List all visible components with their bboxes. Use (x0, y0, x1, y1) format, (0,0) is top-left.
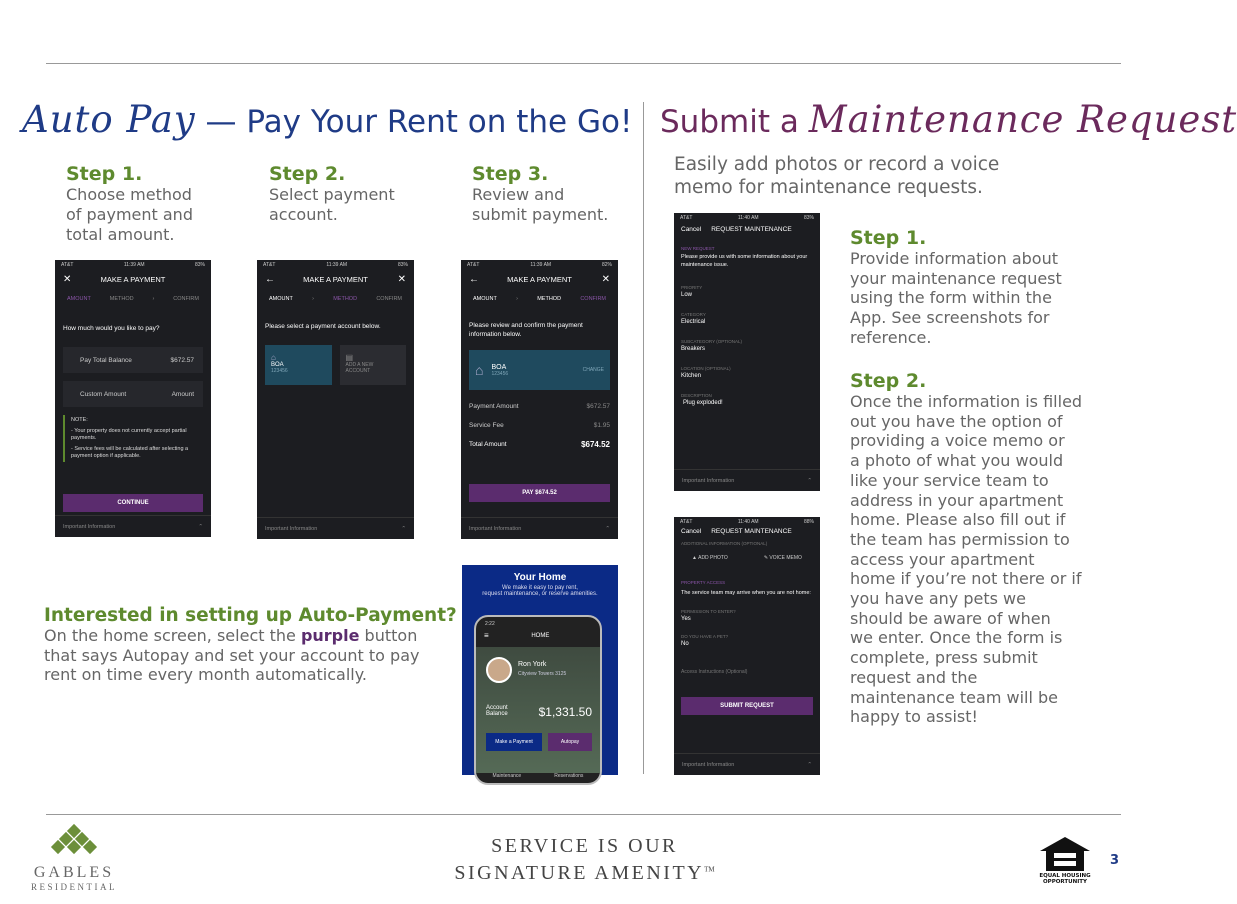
phone-screenshot-request-extra (674, 517, 820, 775)
row-value: $1.95 (593, 422, 610, 429)
footer-label[interactable]: Important Information (682, 477, 735, 484)
battery: 88% (803, 519, 814, 525)
chevron-right-icon: › (516, 296, 518, 302)
time: 11:40 AM (737, 215, 759, 221)
phone-screenshot-request-form (674, 213, 820, 491)
phone-screenshot-confirm (461, 260, 618, 539)
time: 11:39 AM (123, 262, 145, 268)
prompt: Please provide us with some information about your maintenance issue. (681, 254, 808, 268)
screen-title: REQUEST MAINTENANCE (711, 528, 792, 535)
balance-label-line: Balance (486, 711, 508, 717)
autopay-heading (22, 98, 632, 141)
add-photo-label: ADD PHOTO (698, 555, 728, 561)
step-text-line: reference. (850, 327, 932, 347)
account-number: 123456 (491, 370, 509, 377)
field-value[interactable]: Plug exploded! (683, 400, 723, 406)
question: Please select a payment account below. (265, 323, 381, 330)
eho-line: EQUAL HOUSING (1039, 873, 1091, 879)
balance-label (486, 705, 508, 717)
section-label: PROPERTY ACCESS (681, 580, 726, 585)
chevron-right-icon: › (152, 296, 155, 302)
step-text-line: complete, press submit (850, 648, 1038, 668)
row-label: Total Amount (469, 441, 507, 448)
chevron-up-icon[interactable]: ⌃ (605, 525, 610, 532)
battery: 83% (397, 262, 408, 268)
selected-account (469, 350, 610, 390)
add-line: ADD A NEW (345, 362, 374, 368)
account-card-boa[interactable] (265, 345, 332, 385)
row-label: Payment Amount (469, 403, 519, 410)
payment-row (461, 397, 618, 416)
carrier: AT&T (263, 262, 276, 268)
field-value[interactable]: No (681, 641, 689, 647)
microphone-icon: ✎ (763, 555, 769, 561)
tagline-line-1: SERVICE IS OUR (491, 835, 678, 857)
screen-title: MAKE A PAYMENT (303, 275, 368, 284)
tab-method[interactable]: METHOD (537, 296, 562, 302)
footer-label[interactable]: Important Information (469, 525, 522, 532)
screen-title: MAKE A PAYMENT (507, 275, 572, 284)
screen-title: MAKE A PAYMENT (100, 275, 166, 284)
row-value: $672.57 (586, 403, 610, 410)
instructions-input[interactable]: Access Instructions (Optional) (681, 669, 748, 675)
promo-subtitle: request maintenance, or reserve amenities. (482, 591, 598, 597)
reservations-tab[interactable]: Reservations (554, 773, 584, 779)
step-text-line: account. (269, 205, 338, 224)
maintenance-tab[interactable]: Maintenance (492, 773, 522, 779)
time: 11:39 AM (326, 262, 348, 268)
carrier: AT&T (680, 215, 693, 221)
step-text-line: happy to assist! (850, 707, 978, 727)
option-value: $672.57 (170, 356, 194, 364)
step-text-line: App. See screenshots for (850, 308, 1050, 328)
tab-amount[interactable]: AMOUNT (473, 296, 497, 302)
nav-title: HOME (531, 632, 550, 639)
menu-icon[interactable]: ≡ (484, 631, 489, 640)
carrier: AT&T (467, 262, 480, 268)
step-text-line: access your apartment (850, 549, 1035, 569)
add-account-icon: ▤ (345, 353, 354, 362)
close-icon[interactable]: ✕ (397, 274, 406, 285)
row-value: $674.52 (581, 440, 610, 449)
maintenance-heading-script: Maintenance Request (808, 98, 1237, 141)
question: Please review and confirm the payment information below. (469, 322, 583, 338)
add-photo-button[interactable] (692, 555, 728, 561)
section-label: NEW REQUEST (681, 246, 715, 251)
voice-memo-button[interactable] (764, 555, 802, 561)
intro-line: memo for maintenance requests. (674, 177, 983, 198)
autopay-button[interactable]: Autopay (548, 733, 592, 751)
step-text-line: of payment and (66, 205, 193, 224)
step-title: Step 1. (66, 163, 143, 185)
field-value[interactable]: Low (681, 292, 693, 298)
tab-amount[interactable]: AMOUNT (67, 296, 91, 302)
step-title: Step 2. (269, 163, 346, 185)
text-run: On the home screen, select the (44, 626, 301, 645)
row-label: Service Fee (469, 422, 504, 429)
resident-address: Cityview Towers 3125 (518, 671, 567, 677)
home-card (476, 647, 600, 773)
field-label: DESCRIPTION (681, 393, 712, 398)
field-label: PERMISSION TO ENTER? (681, 609, 736, 614)
field-value[interactable]: Breakers (681, 346, 706, 352)
option-custom-amount[interactable] (63, 381, 203, 407)
logo-subtext: RESIDENTIAL (31, 882, 117, 892)
autopay-title: Interested in setting up Auto-Payment? (44, 605, 457, 626)
tab-confirm[interactable]: CONFIRM (173, 296, 199, 302)
account-name: BOA (491, 363, 507, 371)
step-text-line: a photo of what you would (850, 451, 1064, 471)
step-text-line: Once the information is filled (850, 392, 1083, 411)
step-text-line: using the form within the (850, 288, 1052, 308)
step-text-line: maintenance team will be (850, 687, 1059, 707)
field-label: DO YOU HAVE A PET? (681, 634, 729, 639)
pay-button[interactable]: PAY $674.52 (469, 484, 610, 502)
field-label: LOCATION (OPTIONAL) (681, 366, 731, 371)
autopay-step-1 (66, 163, 193, 245)
equal-housing-icon (1038, 835, 1092, 873)
tagline-line-2 (0, 862, 1169, 885)
step-text-line: your maintenance request (850, 268, 1062, 288)
section-label: ADDITIONAL INFORMATION (OPTIONAL) (681, 541, 768, 546)
step-text-line: Provide information about (850, 249, 1058, 268)
tab-amount[interactable]: AMOUNT (269, 296, 293, 302)
time: 11:39 AM (530, 262, 552, 268)
chevron-right-icon: › (312, 296, 314, 302)
continue-button[interactable]: CONTINUE (63, 494, 203, 512)
field-value[interactable]: Yes (681, 616, 691, 622)
battery: 83% (194, 262, 205, 268)
back-arrow-icon[interactable]: ← (469, 274, 479, 285)
avatar (486, 657, 512, 683)
maintenance-intro (674, 153, 999, 199)
autopay-heading-script: Auto Pay (22, 98, 196, 141)
eho-line: OPPORTUNITY (1042, 879, 1087, 885)
step-text-line: should be aware of when (850, 608, 1051, 628)
promo-title: Your Home (513, 572, 567, 583)
tab-confirm[interactable]: CONFIRM (376, 296, 402, 302)
battery: 82% (601, 262, 612, 268)
maintenance-step-2 (850, 370, 1082, 727)
step-text-line: we enter. Once the form is (850, 628, 1063, 648)
maintenance-step-1 (850, 227, 1062, 348)
field-value[interactable]: Electrical (681, 319, 706, 325)
step-title: Step 3. (472, 163, 549, 185)
time: 11:40 AM (737, 519, 759, 525)
chevron-up-icon[interactable]: ⌃ (807, 477, 812, 484)
option-value: Amount (171, 390, 194, 398)
footer-label[interactable]: Important Information (63, 523, 116, 530)
battery: 83% (803, 215, 814, 221)
step-text-line: the team has permission to (850, 529, 1070, 549)
tab-confirm[interactable]: CONFIRM (580, 296, 606, 302)
autopay-step-3 (472, 163, 608, 225)
photo-icon: ▲ (692, 555, 697, 561)
autopay-text-line: that says Autopay and set your account to pay (44, 645, 420, 665)
option-total-balance[interactable] (63, 347, 203, 373)
field-label: PRIORITY (681, 285, 703, 290)
text-run: button (359, 626, 418, 645)
time: 2:22 (485, 621, 495, 627)
field-label: SUBCATEGORY (OPTIONAL) (681, 339, 743, 344)
option-label: Custom Amount (80, 390, 127, 398)
option-label: Pay Total Balance (80, 356, 132, 364)
make-payment-button[interactable]: Make a Payment (486, 733, 542, 751)
step-text-line: home. Please also fill out if (850, 510, 1066, 530)
step-text-line: home if you’re not there or if (850, 569, 1082, 589)
cancel-link[interactable]: Cancel (681, 226, 702, 233)
phone-frame (474, 615, 602, 785)
step-text-line: address in your apartment (850, 490, 1064, 510)
screen-title: REQUEST MAINTENANCE (711, 226, 792, 233)
change-link[interactable]: CHANGE (582, 367, 604, 373)
maintenance-heading-plain: Submit a (660, 104, 799, 140)
field-value[interactable]: Kitchen (681, 373, 702, 379)
page-number: 3 (1110, 853, 1120, 868)
step-text-line: out you have the option of (850, 411, 1063, 431)
step-text-line: Review and (472, 185, 565, 204)
step-text-line: you have any pets we (850, 589, 1026, 609)
intro-line: Easily add photos or record a voice (674, 154, 1000, 175)
tab-method[interactable]: METHOD (109, 296, 134, 302)
promo-subtitle: We make it easy to pay rent, (502, 585, 578, 591)
tab-method[interactable]: METHOD (333, 296, 358, 302)
bottom-divider (46, 814, 1121, 815)
autopay-text-line: rent on time every month automatically. (44, 665, 368, 684)
column-divider (643, 102, 644, 774)
chevron-up-icon[interactable]: ⌃ (401, 525, 406, 532)
back-arrow-icon[interactable]: ← (265, 274, 275, 285)
cancel-link[interactable]: Cancel (681, 528, 702, 535)
balance-value: $1,331.50 (538, 705, 592, 719)
tagline-text: SIGNATURE AMENITY (454, 862, 705, 884)
note-title: NOTE: (71, 417, 88, 423)
resident-name: Ron York (518, 661, 547, 668)
footer-label[interactable]: Important Information (265, 525, 318, 532)
carrier: AT&T (61, 262, 74, 268)
trademark: TM (704, 865, 715, 874)
chevron-up-icon[interactable]: ⌃ (198, 523, 203, 530)
step-text-line: submit payment. (472, 205, 609, 224)
autopay-info (44, 605, 457, 685)
step-text-line: providing a voice memo or (850, 431, 1065, 451)
step-title: Step 1. (850, 227, 927, 249)
footer-label[interactable]: Important Information (682, 761, 735, 768)
balance-label-line: Account (486, 705, 508, 711)
maintenance-heading (660, 98, 1237, 141)
bank-icon: ⌂ (271, 353, 276, 362)
step-text-line: Select payment (269, 185, 395, 204)
step-text-line: request and the (850, 667, 978, 687)
chevron-up-icon[interactable]: ⌃ (807, 761, 812, 768)
account-name: BOA (271, 362, 284, 368)
equal-housing-logo (1036, 835, 1094, 885)
autopay-step-2 (269, 163, 395, 225)
close-icon[interactable]: ✕ (601, 274, 610, 285)
close-icon[interactable]: ✕ (63, 274, 72, 285)
autopay-heading-rest: — Pay Your Rent on the Go! (205, 104, 633, 140)
payment-row-total (461, 435, 618, 454)
step-title: Step 2. (850, 370, 927, 392)
logo-wordmark: GABLES (33, 864, 115, 881)
question: How much would you like to pay? (63, 325, 160, 332)
note-line: - Your property does not currently accept partial payments. (71, 428, 187, 441)
phone-screenshot-method (257, 260, 414, 539)
step-text-line: Choose method (66, 185, 192, 204)
autopay-text-line (44, 626, 457, 646)
home-screen-promo (462, 565, 618, 779)
purple-word: purple (300, 626, 360, 645)
carrier: AT&T (680, 519, 693, 525)
phone-screenshot-amount (55, 260, 211, 537)
top-divider (46, 63, 1121, 64)
step-text-line: like your service team to (850, 470, 1049, 490)
add-line: ACCOUNT (345, 368, 371, 374)
account-number: 123456 (271, 368, 288, 374)
payment-row (461, 416, 618, 435)
note-line: - Service fees will be calculated after selecting a payment option if applicable. (71, 446, 189, 459)
bank-icon: ⌂ (475, 362, 484, 378)
voice-memo-label: VOICE MEMO (769, 555, 802, 561)
add-account-card[interactable] (340, 345, 407, 385)
submit-request-button[interactable]: SUBMIT REQUEST (681, 697, 813, 715)
note-box (63, 415, 203, 462)
field-label: CATEGORY (681, 312, 706, 317)
step-text-line: total amount. (66, 225, 175, 244)
access-text: The service team may arrive when you are not home: (681, 590, 811, 596)
